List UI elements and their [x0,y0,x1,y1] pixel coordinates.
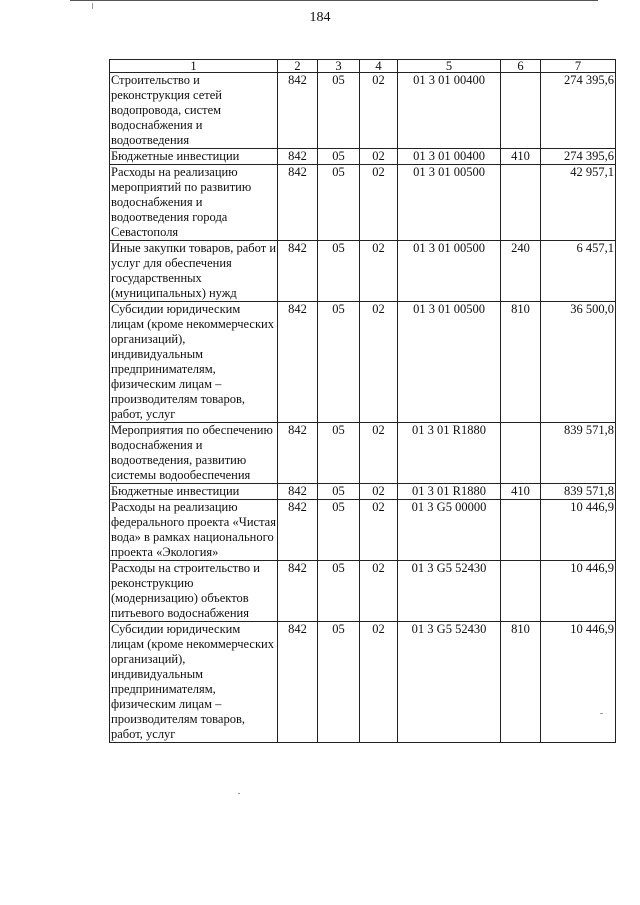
row-col6-cell [501,500,541,561]
row-col4-cell: 02 [360,484,398,500]
row-col4-cell: 02 [360,73,398,149]
row-col4-cell: 02 [360,165,398,241]
row-col5-cell: 01 3 G5 52430 [398,561,501,622]
row-col5-cell: 01 3 G5 52430 [398,622,501,743]
row-col3-cell: 05 [318,165,360,241]
row-col7-cell: 10 446,9 [541,561,616,622]
row-name-cell: Субсидии юридическим лицам (кроме некоммерческих организаций), индивидуальным предпринимателям, физическим лицам – производителям товаров, работ, услуг [110,622,278,743]
row-col3-cell: 05 [318,302,360,423]
row-col2-cell: 842 [278,241,318,302]
row-col2-cell: 842 [278,73,318,149]
row-col4-cell: 02 [360,561,398,622]
row-col7-cell: 274 395,6 [541,73,616,149]
row-col5-cell: 01 3 01 00500 [398,302,501,423]
top-rule [70,0,598,1]
table-row [110,241,616,302]
table-row [110,622,616,743]
row-col3-cell: 05 [318,241,360,302]
row-col3-cell: 05 [318,561,360,622]
row-col4-cell: 02 [360,500,398,561]
row-col5-cell: 01 3 01 00500 [398,165,501,241]
row-name-cell: Мероприятия по обеспечению водоснабжения и водоотведения, развитию системы водообеспечения [110,423,278,484]
row-col7-cell: 839 571,8 [541,484,616,500]
row-col3-cell: 05 [318,622,360,743]
row-col2-cell: 842 [278,302,318,423]
row-name-cell: Расходы на строительство и реконструкцию (модернизацию) объектов питьевого водоснабжения [110,561,278,622]
row-col2-cell: 842 [278,622,318,743]
row-col2-cell: 842 [278,423,318,484]
row-col5-cell: 01 3 G5 00000 [398,500,501,561]
row-name-cell: Иные закупки товаров, работ и услуг для обеспечения государственных (муниципальных) нужд [111,241,277,300]
row-col3-cell: 05 [318,73,360,149]
row-col2-cell: 842 [278,165,318,241]
row-col3-cell: 05 [318,484,360,500]
header-cell: 5 [398,60,501,73]
row-name-cell: Расходы на реализацию федерального проекта «Чистая вода» в рамках национального проекта «Экология» [111,500,276,559]
table-header-row [110,60,616,73]
table-row [110,500,616,561]
row-col6-cell [501,73,541,149]
row-col2-cell: 842 [278,149,318,165]
row-col3-cell: 05 [318,423,360,484]
row-col5-cell: 01 3 01 R1880 [398,484,501,500]
table-row [110,302,616,423]
row-name-cell: Бюджетные инвестиции [110,149,278,165]
row-col6-cell: 410 [501,484,541,500]
scan-mark [238,793,240,794]
table-row [110,149,616,165]
row-name-cell: Строительство и реконструкция сетей водопровода, систем водоснабжения и водоотведения [110,73,278,149]
row-col7-cell: 10 446,9 [541,500,616,561]
scan-mark [92,3,93,9]
table-row [110,484,616,500]
row-name-cell: Бюджетные инвестиции [110,484,278,500]
table-row [110,423,616,484]
scan-mark [600,713,603,714]
row-col7-cell: 274 395,6 [541,149,616,165]
row-col6-cell: 810 [501,302,541,423]
row-name-cell: Субсидии юридическим лицам (кроме некоммерческих организаций), индивидуальным предпринимателям, физическим лицам – производителям товаров, работ, услуг [110,302,278,423]
row-col2-cell: 842 [278,484,318,500]
row-col4-cell: 02 [360,241,398,302]
budget-table [109,59,616,743]
row-col7-cell: 42 957,1 [541,165,616,241]
row-col7-cell: 6 457,1 [541,241,616,302]
table-row [110,165,616,241]
row-col6-cell [501,561,541,622]
row-col3-cell: 05 [318,149,360,165]
row-col2-cell: 842 [278,561,318,622]
row-col6-cell [501,423,541,484]
header-cell: 6 [501,60,541,73]
row-col7-cell: 839 571,8 [541,423,616,484]
row-col3-cell: 05 [318,500,360,561]
header-cell: 3 [318,60,360,73]
header-cell: 2 [278,60,318,73]
row-col4-cell: 02 [360,302,398,423]
row-col4-cell: 02 [360,622,398,743]
header-cell: 1 [110,60,278,73]
row-col4-cell: 02 [360,423,398,484]
row-col4-cell: 02 [360,149,398,165]
row-col7-cell: 10 446,9 [541,622,616,743]
table-row [110,73,616,149]
row-col5-cell: 01 3 01 00400 [398,149,501,165]
header-cell: 4 [360,60,398,73]
row-col5-cell: 01 3 01 00500 [398,241,501,302]
row-col7-cell: 36 500,0 [541,302,616,423]
row-col6-cell: 810 [501,622,541,743]
row-col6-cell [501,165,541,241]
page-number: 184 [309,10,331,25]
row-col5-cell: 01 3 01 R1880 [398,423,501,484]
row-col5-cell: 01 3 01 00400 [398,73,501,149]
header-cell: 7 [541,60,616,73]
row-col2-cell: 842 [278,500,318,561]
row-col6-cell: 240 [501,241,541,302]
table-row [110,561,616,622]
row-name-cell: Расходы на реализацию мероприятий по развитию водоснабжения и водоотведения города Севастополя [110,165,278,241]
row-col6-cell: 410 [501,149,541,165]
